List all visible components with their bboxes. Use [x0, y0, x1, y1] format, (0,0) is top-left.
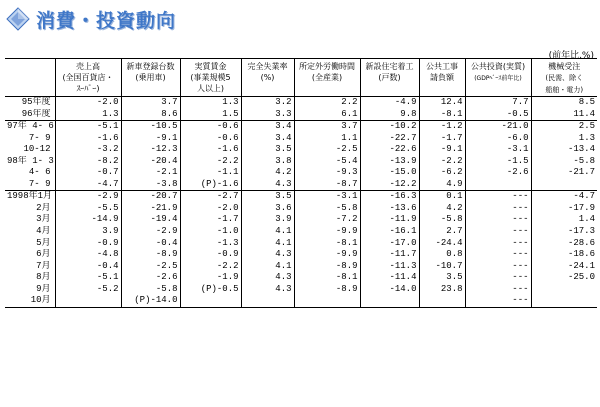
- table-cell: -1.7: [180, 214, 241, 226]
- table-cell: 4.9: [419, 179, 465, 191]
- row-label: 7- 9: [28, 132, 51, 143]
- table-cell: -19.4: [121, 214, 180, 226]
- table-cell: -22.7: [360, 133, 419, 145]
- table-cell: [531, 295, 597, 307]
- column-header: 所定外労働時間 (全産業): [294, 59, 360, 97]
- table-cell: ---: [465, 272, 531, 284]
- table-cell: [180, 295, 241, 307]
- table-cell: 3.9: [55, 226, 121, 238]
- table-row: [5, 295, 597, 307]
- table-cell: 4.3: [241, 284, 294, 296]
- table-cell: -10.2: [360, 121, 419, 133]
- row-label: 97年 4- 6: [7, 121, 54, 132]
- table-cell: 4.1: [241, 261, 294, 273]
- column-header: 機械受注 (民需、除く 船舶・電力): [531, 59, 597, 97]
- unit-note: (前年比,%): [548, 51, 594, 61]
- table-cell: ---: [465, 203, 531, 215]
- table-cell: -3.2: [55, 144, 121, 156]
- table-cell: -25.0: [531, 272, 597, 284]
- row-label: 7- 9: [28, 178, 51, 189]
- table-cell: -17.3: [531, 226, 597, 238]
- table-cell: 6.1: [294, 109, 360, 121]
- column-header: 実質賃金 (事業規模5 人以上): [180, 59, 241, 97]
- table-cell: -14.9: [55, 214, 121, 226]
- table-cell: 3.2: [241, 97, 294, 109]
- table-cell: 8.5: [531, 97, 597, 109]
- row-label: 10月: [5, 295, 55, 307]
- table-row: [5, 203, 597, 215]
- table-cell: ---: [465, 249, 531, 261]
- table-cell: [531, 179, 597, 191]
- table-cell: -0.5: [465, 109, 531, 121]
- table-row: [5, 272, 597, 284]
- table-cell: -10.7: [419, 261, 465, 273]
- table-row: [5, 167, 597, 179]
- table-cell: -1.0: [180, 226, 241, 238]
- table-cell: -0.9: [180, 249, 241, 261]
- table-cell: -8.1: [294, 238, 360, 250]
- table-cell: ---: [465, 238, 531, 250]
- table-cell: -4.7: [55, 179, 121, 191]
- table-cell: -2.2: [419, 156, 465, 168]
- table-row: [5, 238, 597, 250]
- table-cell: 4.1: [241, 226, 294, 238]
- table-cell: -9.9: [294, 249, 360, 261]
- diamond-bullet-icon: [6, 7, 30, 31]
- table-cell: -0.4: [55, 261, 121, 273]
- table-cell: -1.9: [180, 272, 241, 284]
- table-cell: ---: [465, 261, 531, 273]
- table-cell: -24.1: [531, 261, 597, 273]
- table-cell: -1.3: [180, 238, 241, 250]
- table-row: [5, 284, 597, 296]
- table-cell: -5.1: [55, 121, 121, 133]
- table-row: [5, 133, 597, 145]
- table-cell: -8.9: [294, 284, 360, 296]
- table-cell: 3.5: [241, 144, 294, 156]
- table-cell: [294, 295, 360, 307]
- table-cell: 1.5: [180, 109, 241, 121]
- table-cell: -5.4: [294, 156, 360, 168]
- table-cell: 3.3: [241, 109, 294, 121]
- table-cell: -1.7: [419, 133, 465, 145]
- row-label: 10-12: [23, 144, 51, 155]
- column-header: 公共投資(実質) (GDPﾍﾞｰｽ前年比): [465, 59, 531, 97]
- table-cell: 3.4: [241, 133, 294, 145]
- table-header-row: [5, 59, 597, 97]
- table-cell: -2.5: [121, 261, 180, 273]
- table-cell: -8.1: [419, 109, 465, 121]
- table-cell: -0.6: [180, 133, 241, 145]
- table-row: [5, 179, 597, 191]
- table-cell: 9.8: [360, 109, 419, 121]
- table-cell: 4.3: [241, 272, 294, 284]
- table-cell: -11.9: [360, 214, 419, 226]
- table-cell: -13.6: [360, 203, 419, 215]
- table-cell: -0.7: [55, 167, 121, 179]
- table-row: [5, 249, 597, 261]
- table-cell: 3.7: [121, 97, 180, 109]
- table-cell: -1.6: [55, 133, 121, 145]
- table-cell: -9.3: [294, 167, 360, 179]
- table-cell: -2.9: [55, 191, 121, 203]
- table-cell: -9.9: [294, 226, 360, 238]
- row-label: 2月: [36, 202, 51, 213]
- header-period: [5, 59, 55, 97]
- table-cell: [360, 295, 419, 307]
- table-cell: -8.2: [55, 156, 121, 168]
- table-body: [5, 97, 597, 308]
- table-cell: -24.4: [419, 238, 465, 250]
- table-cell: ---: [465, 284, 531, 296]
- table-cell: -28.6: [531, 238, 597, 250]
- table-cell: -12.3: [121, 144, 180, 156]
- table-cell: (P)-0.5: [180, 284, 241, 296]
- table-cell: 3.6: [241, 203, 294, 215]
- table-cell: 3.9: [241, 214, 294, 226]
- table-cell: -11.3: [360, 261, 419, 273]
- row-label: 5月: [36, 237, 51, 248]
- table-row: [5, 261, 597, 273]
- row-label: 4- 6: [28, 167, 51, 178]
- table-cell: -14.0: [360, 284, 419, 296]
- table-cell: 2.2: [294, 97, 360, 109]
- table-cell: -5.8: [531, 156, 597, 168]
- table-cell: 4.3: [241, 179, 294, 191]
- table-cell: 3.5: [241, 191, 294, 203]
- table-cell: -16.3: [360, 191, 419, 203]
- table-cell: [55, 295, 121, 307]
- column-header: 公共工事 請負額: [419, 59, 465, 97]
- table-cell: -8.9: [294, 261, 360, 273]
- table-cell: -17.0: [360, 238, 419, 250]
- table-cell: 3.4: [241, 121, 294, 133]
- table-cell: 12.4: [419, 97, 465, 109]
- row-label: 95年度: [21, 97, 51, 107]
- table-cell: 3.7: [294, 121, 360, 133]
- table-cell: -2.2: [180, 156, 241, 168]
- table-cell: -2.5: [294, 144, 360, 156]
- table-cell: -9.1: [419, 144, 465, 156]
- row-label: 96年度: [21, 108, 51, 119]
- table-row: [5, 121, 597, 133]
- row-label: 6月: [36, 249, 51, 260]
- table-cell: [465, 179, 531, 191]
- table-cell: 0.8: [419, 249, 465, 261]
- table-cell: -3.1: [294, 191, 360, 203]
- table-cell: 23.8: [419, 284, 465, 296]
- table-cell: [241, 295, 294, 307]
- table-cell: [419, 295, 465, 307]
- table-cell: -2.7: [180, 191, 241, 203]
- table-cell: -20.4: [121, 156, 180, 168]
- table-cell: -0.4: [121, 238, 180, 250]
- table-cell: -2.6: [121, 272, 180, 284]
- table-cell: -11.4: [360, 272, 419, 284]
- table-cell: -10.5: [121, 121, 180, 133]
- table-cell: 1.3: [531, 133, 597, 145]
- table-cell: 2.7: [419, 226, 465, 238]
- table-cell: -2.1: [121, 167, 180, 179]
- column-header: 完全失業率 (%): [241, 59, 294, 97]
- table-cell: -4.9: [360, 97, 419, 109]
- row-label: 1998年1月: [5, 191, 55, 203]
- row-label: 98年 1- 3: [7, 155, 54, 166]
- table-cell: -20.7: [121, 191, 180, 203]
- table-cell: 0.1: [419, 191, 465, 203]
- table-cell: -5.2: [55, 284, 121, 296]
- table-cell: (P)-1.6: [180, 179, 241, 191]
- table-cell: 4.3: [241, 249, 294, 261]
- table-cell: -5.8: [294, 203, 360, 215]
- table-cell: -2.9: [121, 226, 180, 238]
- table-cell: 1.3: [55, 109, 121, 121]
- table-cell: (P)-14.0: [121, 295, 180, 307]
- table-cell: 8.6: [121, 109, 180, 121]
- column-header: 新設住宅着工 (戸数): [360, 59, 419, 97]
- table-cell: -21.0: [465, 121, 531, 133]
- table-cell: -8.7: [294, 179, 360, 191]
- table-cell: 3.5: [419, 272, 465, 284]
- table-cell: -1.1: [180, 167, 241, 179]
- table-cell: -2.0: [180, 203, 241, 215]
- table-cell: 2.5: [531, 121, 597, 133]
- row-label: 3月: [36, 214, 51, 225]
- table-cell: -5.8: [121, 284, 180, 296]
- table-row: [5, 109, 597, 121]
- title-bar: [6, 6, 176, 32]
- table-cell: -4.8: [55, 249, 121, 261]
- table-cell: -13.9: [360, 156, 419, 168]
- table-row: [5, 156, 597, 168]
- table-cell: -21.7: [531, 167, 597, 179]
- table-cell: -7.2: [294, 214, 360, 226]
- table-cell: 4.2: [241, 167, 294, 179]
- table-cell: -3.1: [465, 144, 531, 156]
- row-label: 9月: [36, 283, 51, 294]
- table-cell: 11.4: [531, 109, 597, 121]
- table-cell: -22.6: [360, 144, 419, 156]
- table-cell: 7.7: [465, 97, 531, 109]
- table-cell: -5.1: [55, 272, 121, 284]
- table-cell: 3.8: [241, 156, 294, 168]
- table-cell: -0.9: [55, 238, 121, 250]
- table-cell: -2.0: [55, 97, 121, 109]
- table-cell: -12.2: [360, 179, 419, 191]
- table-cell: ---: [465, 191, 531, 203]
- table-cell: -9.1: [121, 133, 180, 145]
- table-cell: 1.1: [294, 133, 360, 145]
- table-cell: -1.5: [465, 156, 531, 168]
- table-cell: -0.6: [180, 121, 241, 133]
- table-cell: -8.9: [121, 249, 180, 261]
- row-label: 8月: [36, 272, 51, 283]
- table-cell: -2.2: [180, 261, 241, 273]
- table-cell: 1.3: [180, 97, 241, 109]
- table-cell: -17.9: [531, 203, 597, 215]
- table-cell: -8.1: [294, 272, 360, 284]
- table-cell: -1.2: [419, 121, 465, 133]
- table-row: [5, 214, 597, 226]
- table-cell: -5.8: [419, 214, 465, 226]
- table-cell: -11.7: [360, 249, 419, 261]
- page-title: 消費・投資動向: [36, 9, 177, 32]
- table-cell: -2.6: [465, 167, 531, 179]
- row-label: 7月: [36, 260, 51, 271]
- table-cell: -5.5: [55, 203, 121, 215]
- column-header: 売上高 (全国百貨店・ ｽｰﾊﾟｰ): [55, 59, 121, 97]
- table-cell: ---: [465, 214, 531, 226]
- table-row: [5, 226, 597, 238]
- table-cell: ---: [465, 295, 531, 307]
- table-cell: -4.7: [531, 191, 597, 203]
- table-cell: [531, 284, 597, 296]
- table-row: [5, 144, 597, 156]
- table-cell: -13.4: [531, 144, 597, 156]
- table-cell: -16.1: [360, 226, 419, 238]
- table-cell: -21.9: [121, 203, 180, 215]
- table-cell: -3.8: [121, 179, 180, 191]
- row-label: 4月: [36, 226, 51, 237]
- table-row: [5, 191, 597, 203]
- table-cell: 4.2: [419, 203, 465, 215]
- table-cell: 4.1: [241, 238, 294, 250]
- column-header: 新車登録台数 (乗用車): [121, 59, 180, 97]
- table-cell: -18.6: [531, 249, 597, 261]
- table-cell: ---: [465, 226, 531, 238]
- indicator-table: [5, 58, 597, 308]
- table-cell: -6.2: [419, 167, 465, 179]
- table-cell: -1.6: [180, 144, 241, 156]
- table-cell: -15.0: [360, 167, 419, 179]
- table-row: [5, 97, 597, 109]
- table-cell: -6.0: [465, 133, 531, 145]
- table-cell: 1.4: [531, 214, 597, 226]
